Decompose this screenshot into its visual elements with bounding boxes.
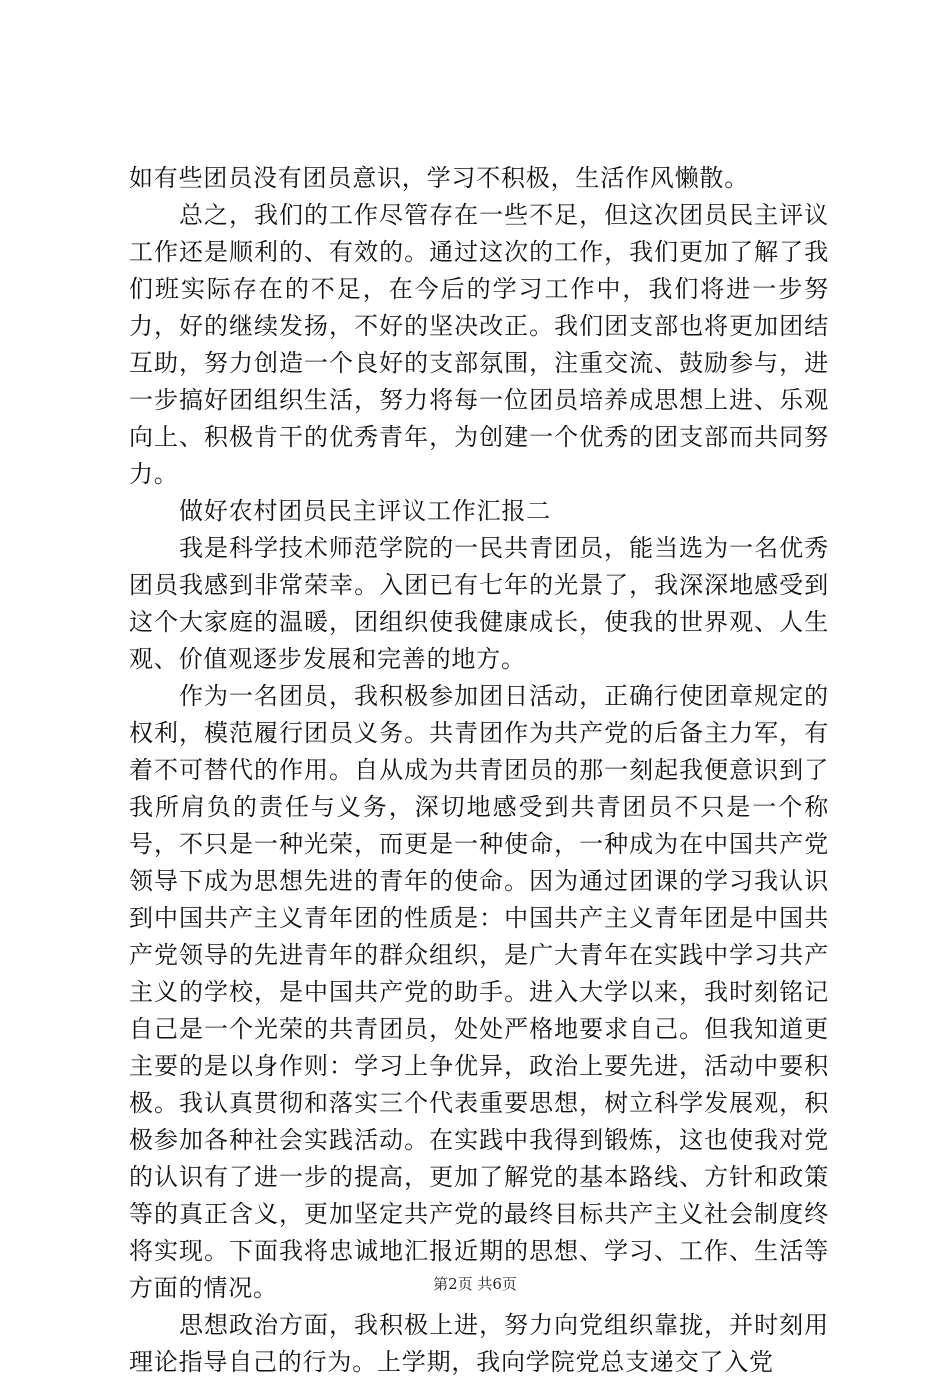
section-heading: 做好农村团员民主评议工作汇报二 (179, 497, 551, 525)
paragraph-3: 我是科学技术师范学院的一民共青团员，能当选为一名优秀团员我感到非常荣幸。入团已有七年的光景了，我深深地感受到这个大家庭的温暖，团组织使我健康成长，使我的世界观、人生观、价值观逐步发展和完善的地方。 (129, 534, 829, 673)
paragraph-5: 思想政治方面，我积极上进，努力向党组织靠拢，并时刻用理论指导自己的行为。上学期，我向学院党总支递交了入党 (129, 1311, 829, 1376)
paragraph-1: 如有些团员没有团员意识，学习不积极，生活作风懒散。 (129, 164, 749, 192)
paragraph-4: 作为一名团员，我积极参加团日活动，正确行使团章规定的权利，模范履行团员义务。共青团作为共产党的后备主力军，有着不可替代的作用。自从成为共青团员的那一刻起我便意识到了我所肩负的责任与义务，深切地感受到共青团员不只是一个称号，不只是一种光荣，而更是一种使命，一种成为在中国共产党领导下成为思想先进的青年的使命。因为通过团课的学习我认识到中国共产主义青年团的性质是：中国共产主义青年团是中国共产党领导的先进青年的群众组织，是广大青年在实践中学习共产主义的学校，是中国共产党的助手。进入大学以来，我时刻铭记自己是一个光荣的共青团员，处处严格地要求自己。但我知道更主要的是以身作则：学习上争优异，政治上要先进，活动中要积极。我认真贯彻和落实三个代表重要思想，树立科学发展观，积极参加各种社会实践活动。在实践中我得到锻炼，这也使我对党的认识有了进一步的提高，更加了解党的基本路线、方针和政策等的真正含义，更加坚定共产党的最终目标共产主义社会制度终将实现。下面我将忠诚地汇报近期的思想、学习、工作、生活等方面的情况。 (129, 682, 829, 1302)
paragraph-2: 总之，我们的工作尽管存在一些不足，但这次团员民主评议工作还是顺利的、有效的。通过这次的工作，我们更加了解了我们班实际存在的不足，在今后的学习工作中，我们将进一步努力，好的继续发扬，不好的坚决改正。我们团支部也将更加团结互助，努力创造一个良好的支部氛围，注重交流、鼓励参与，进一步搞好团组织生活，努力将每一位团员培养成思想上进、乐观向上、积极肯干的优秀青年，为创建一个优秀的团支部而共同努力。 (129, 201, 829, 488)
body-text (129, 160, 829, 1381)
page-footer: 第2页 共6页 (433, 1275, 517, 1293)
